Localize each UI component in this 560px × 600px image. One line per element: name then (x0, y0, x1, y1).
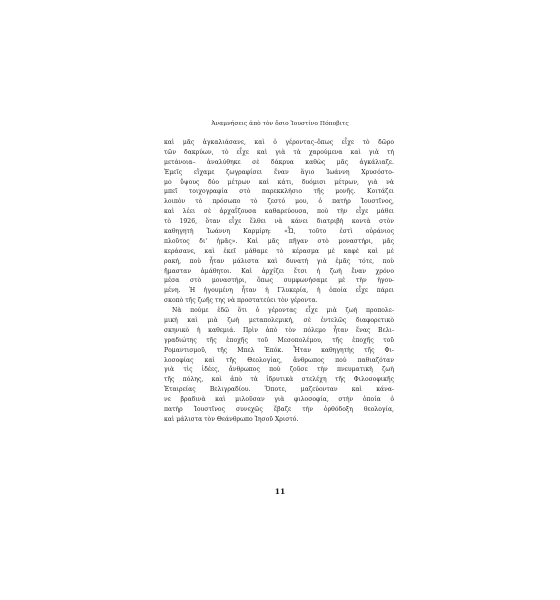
text-line: κεράσανε, καὶ ἐκεῖ μάθαμε τὸ κέρασμα μὲ καφὲ καὶ μὲ (164, 247, 394, 255)
text-line: καὶ μάλιστα τὸν Θεάνθρωπο Ἰησοῦ Χριστό. (164, 415, 299, 423)
body-text (164, 138, 394, 425)
text-line: τὸ 1926, ὅταν εἶχε ἔλθει νὰ κάνει διατριβὴ κοντὰ στὸν (164, 218, 394, 226)
text-line: λοιπὸν τὸ πρόσωπο τὸ ζεστό μου, ὁ πατὴρ Ἰουστῖνος, (164, 198, 394, 206)
text-line: Ρομαντισμοῦ, τῆς Μπελ Ἐπόκ. Ἦταν καθηγητὴς τῆς Φι- (164, 346, 394, 354)
text-line: μο ὕψους δύο μέτρων καὶ κάτι, δυόμισι μέτρων, γιὰ νὰ (164, 178, 394, 186)
text-line: μένη. Ἡ ἡγουμένη ἦταν ἡ Γλυκερία, ἡ ὁποία εἶχε πάρει (164, 287, 394, 295)
text-line: ρακή, ποὺ ἦταν μάλιστα καὶ δυνατὴ γιὰ ἐμᾶς τότε, ποὺ (164, 257, 394, 265)
text-line: καὶ μᾶς ἀγκαλιάσανε, καὶ ὁ γέροντας–ὅπως εἶχε τὸ δῶρο (164, 139, 394, 146)
text-line: μπεῖ τοιχογραφία στὸ παρεκκλήσιο τῆς μονῆς. Κοιτάζει (164, 188, 394, 196)
text-line: μική καὶ μιὰ ζωὴ μεταπολεμική, σὲ ἐντελῶς διαφορετικὸ (164, 317, 394, 325)
text-line: καὶ λέει σὲ ἀρχαΐζουσα καθαρεύουσα, ποὺ τὴν εἶχε μάθει (164, 208, 394, 216)
text-line: λοσοφίας καὶ τῆς Θεολογίας, ἄνθρωπος ποὺ παθιαζόταν (164, 356, 394, 364)
text-line: Ἑταιρείας Βελιγραδίου. Ὅποτε, μαζεύονταν καὶ κάνα- (164, 386, 394, 394)
text-line: μετάνοια– ἀναλύθηκε σὲ δάκρυα καθὼς μᾶς ἀγκάλιαζε. (164, 158, 394, 166)
text-line: Ἐμεῖς εἴχαμε ζωγραφίσει ἕναν ἅγιο Ἰωάννη Χρυσόστο- (164, 168, 394, 176)
page-number: 11 (274, 487, 286, 496)
text-line: καθηγητὴ Ἰωάννη Καρμίρη: «Ὦ, τοῦτο ἐστὶ οὐράνιος (164, 228, 394, 236)
text-line: τῶν δακρύων, τὸ εἶχε καὶ γιὰ τὰ χαρούμενα καὶ γιὰ τή (164, 148, 394, 156)
text-line: γραδιώτης τῆς ἐποχῆς τοῦ Μεσοπολέμου, τῆς ἐποχῆς τοῦ (164, 336, 394, 344)
text-line: Νὰ πούμε ἐδῶ ὅτι ὁ γέροντας εἶχε μιὰ ζωὴ προπολε- (172, 307, 394, 315)
text-line: γιὰ τὶς ἰδέες, ἄνθρωπος ποὺ ζοῦσε τὴν πνευματικὴ ζωὴ (164, 366, 394, 374)
text-line: τῆς πόλης, καὶ ἀπὸ τὰ ἱδρυτικὰ στελέχη τῆς Φιλοσοφικῆς (164, 376, 394, 384)
text-line: μέσα στὸ μοναστήρι, ὅπως συμφωνήσαμε μὲ τὴν ἡγου- (164, 277, 394, 285)
text-line: σκηνικὸ ἡ καθεμιά. Πρὶν ἀπὸ τὸν πόλεμο ἦταν ἕνας Βελι- (164, 326, 394, 334)
running-header: Ἀναμνήσεις ἀπὸ τὸν ὅσιο Ἰουστίνο Πόποβιτς (211, 121, 349, 127)
text-line: νε βραδινὰ καὶ μιλοῦσαν γιὰ φιλοσοφία, στὴν ὁποία ὁ (164, 396, 394, 404)
text-line: πατὴρ Ἰουστῖνος συνεχῶς ἔβαζε τὴν ὀρθόδοξη θεολογία, (164, 406, 394, 414)
text-line: πλοῦτος δι' ἡμᾶς». Καὶ μᾶς πῆγαν στὸ μοναστήρι, μᾶς (164, 237, 394, 245)
text-line: ἤμασταν ἀμάθητοι. Καὶ ἀρχίζει ἔτσι ἡ ζωὴ ἕναν χρόνο (164, 267, 394, 275)
text-line: σκοπὸ τῆς ζωῆς της νὰ προστατεύει τὸν γέροντα. (164, 297, 318, 305)
